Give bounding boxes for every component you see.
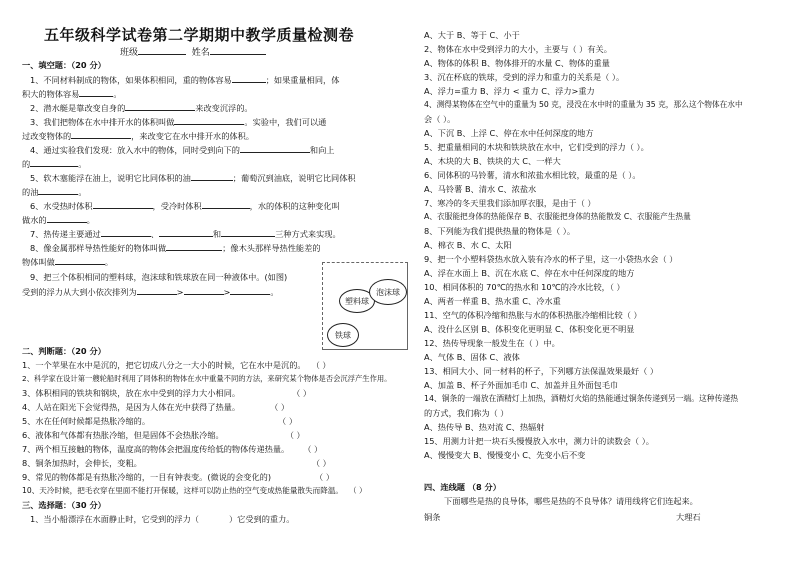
class-name-line	[120, 45, 266, 58]
mc-q4-line2: 会（ ）。	[424, 114, 456, 124]
q6-blank1[interactable]	[93, 200, 153, 209]
q4-blank2[interactable]	[30, 158, 78, 167]
mc-q1-options: A、大于 B、等于 C、小于	[424, 30, 520, 40]
q1-blank2[interactable]	[79, 88, 113, 97]
mc-q1: 1、当小船漂浮在水面静止时，它受到的浮力（ ）它受到的重力。	[30, 514, 295, 524]
tf-item-2: 2、科学家在设计第一艘轮船时利用了同体积的物体在水中重量不同的方法，来研究某个物体是否会沉浮产生作用。	[22, 374, 392, 383]
exam-title: 五年级科学试卷第二学期期中教学质量检测卷	[44, 26, 355, 44]
mc-q11: 11、空气的体积冷缩和热胀与水的体积热胀冷缩相比较（ ）	[424, 310, 642, 320]
matching-item-marble[interactable]: 大理石	[676, 512, 701, 522]
tf-item-8: 8、铜条加热时，会伸长，变粗。 （ ）	[22, 458, 331, 468]
q9-blank2[interactable]	[184, 286, 224, 295]
mc-q7: 7、寒冷的冬天里我们添加厚衣服，是由于（ ）	[424, 198, 596, 208]
q1-line1: 1、不同材料制成的物体，如果体积相同，重的物体容易 ；如果重量相同，体	[30, 75, 340, 85]
mc-q6: 6、同体积的马铃薯，清水和浓盐水相比较，最重的是（ ）。	[424, 170, 641, 180]
class-blank[interactable]	[138, 46, 186, 55]
mc-q13: 13、相同大小、同一材料的杯子，下列哪方法保温效果最好（ ）	[424, 366, 659, 376]
q6-blank3[interactable]	[47, 214, 87, 223]
mc-q14-line1: 14、铜条的一端放在酒精灯上加热，酒精灯火焰的热能通过铜条传递到另一端。这种传递热	[424, 394, 738, 403]
tf-answer-6[interactable]: （ ）	[285, 430, 305, 440]
q7-blank3[interactable]	[221, 228, 275, 237]
mc-q14-options: A、热传导 B、热对流 C、热辐射	[424, 422, 545, 432]
tf-answer-4[interactable]: （ ）	[270, 402, 290, 412]
mc-q14-line2: 的方式，我们称为（ ）	[424, 408, 509, 418]
mc-q12: 12、热传导现象一般发生在（ ）中。	[424, 338, 560, 348]
tf-item-4: 4、人站在阳光下会觉得热，是因为人体在光中获得了热量。 （ ）	[22, 402, 290, 412]
q1-blank1[interactable]	[232, 74, 266, 83]
mc-q7-options: A、衣服能把身体的热能保存 B、衣服能把身体的热能散发 C、衣服能产生热量	[424, 212, 691, 221]
tf-answer-5[interactable]: （ ）	[278, 416, 298, 426]
q8-blank1[interactable]	[166, 242, 222, 251]
mc-q9-options: A、浮在水面上 B、沉在水底 C、停在水中任何深度的地方	[424, 268, 635, 278]
q5-line2: 的油 。	[22, 187, 87, 197]
section-multiple-choice: 三、选择题：（30 分）	[22, 500, 106, 510]
section-fill-blank: 一、填空题：（20 分）	[22, 60, 106, 70]
mc-q12-options: A、气体 B、固体 C、液体	[424, 352, 520, 362]
q6-line1: 6、水受热时体积 ，受冷时体积 ，水的体积的这种变化叫	[30, 201, 340, 211]
tf-item-10: 10、天冷时候，把毛衣穿在里面不能打开保暖，这样可以防止热的空气变成热能量散失而降温。 （ ）	[22, 486, 367, 495]
mc-q5-options: A、木块的大 B、铁块的大 C、一样大	[424, 156, 561, 166]
q8-blank2[interactable]	[55, 256, 105, 265]
class-label: 班级	[120, 48, 139, 58]
q6-blank2[interactable]	[202, 200, 250, 209]
mc-q3: 3、沉在杯底的铁球，受到的浮力和重力的关系是（ ）。	[424, 72, 625, 82]
mc-q2-options: A、物体的体积 B、物体排开的水量 C、物体的重量	[424, 58, 610, 68]
tf-answer-1[interactable]: （ ）	[311, 360, 331, 370]
q4-line2: 的 。	[22, 159, 87, 169]
q7-blank2[interactable]	[159, 228, 213, 237]
section-matching: 四、连线题 （8 分）	[424, 482, 501, 492]
mc-q8: 8、下列能为我们提供热量的物体是（ ）。	[424, 226, 576, 236]
name-blank[interactable]	[210, 46, 266, 55]
matching-item-copper[interactable]: 铜条	[424, 512, 441, 522]
q9-blank1[interactable]	[137, 286, 177, 295]
tf-item-5: 5、水在任何时候都是热胀冷缩的。 （ ）	[22, 416, 298, 426]
mc-q15: 15、用测力计把一块石头慢慢放入水中，测力计的读数会（ ）。	[424, 436, 654, 446]
q3-blank2[interactable]	[71, 130, 131, 139]
tf-answer-10[interactable]: （ ）	[349, 486, 367, 495]
plastic-ball: 塑料球	[339, 289, 375, 313]
mc-q15-options: A、慢慢变大 B、慢慢变小 C、先变小后不变	[424, 450, 586, 460]
mc-q2: 2、物体在水中受到浮力的大小，主要与（ ）有关。	[424, 44, 612, 54]
q1-line2: 积大的物体容易 。	[22, 89, 122, 99]
tf-item-1: 1、一个苹果在水中是沉的，把它切成八分之一大小的时候，它在水中是沉的。 （ ）	[22, 360, 331, 370]
q9-blank3[interactable]	[230, 286, 270, 295]
mc-q11-options: A、没什么区别 B、体积变化更明显 C、体积变化更不明显	[424, 324, 635, 334]
tf-item-7: 7、两个相互接触的物体，温度高的物体会把温度传给低的物体传递热量。 （ ）	[22, 444, 323, 454]
q5-blank1[interactable]	[191, 172, 233, 181]
section-true-false: 二、判断题：（20 分）	[22, 346, 106, 356]
tf-item-6: 6、液体和气体都有热胀冷缩，但是固体不会热胀冷缩。 （ ）	[22, 430, 305, 440]
q8-line2: 物体叫做 。	[22, 257, 113, 267]
q7-line: 7、热传递主要通过 、 和 三种方式来实现。	[30, 229, 341, 239]
q3-line1: 3、我们把物体在水中排开水的体积叫做 。实验中，我们可以通	[30, 117, 327, 127]
tf-item-9: 9、常见的物体都是有热胀冷缩的，一目有钟表变。(微说的会变化的) （ ）	[22, 472, 335, 482]
mc-q6-options: A、马铃薯 B、清水 C、浓盐水	[424, 184, 537, 194]
mc-q4-options: A、下沉 B、上浮 C、停在水中任何深度的地方	[424, 128, 594, 138]
mc-q4-line1: 4、测得某物体在空气中的重量为 50 克，浸没在水中时的重量为 35 克，那么这个物体在水中	[424, 100, 743, 109]
mc-q13-options: A、加盖 B、杯子外面加毛巾 C、加盖并且外面包毛巾	[424, 380, 619, 390]
q5-line1: 5、软木塞能浮在油上，说明它比同体积的油 ；葡萄沉到油底，说明它比同体积	[30, 173, 356, 183]
iron-ball: 铁球	[327, 323, 359, 347]
tf-answer-9[interactable]: （ ）	[315, 472, 335, 482]
mc-q8-options: A、棉衣 B、水 C、太阳	[424, 240, 512, 250]
q8-line1: 8、像金属那样导热性能好的物体叫做 ；像木头那样导热性能差的	[30, 243, 321, 253]
mc-q3-options: A、浮力=重力 B、浮力 < 重力 C、浮力>重力	[424, 86, 595, 96]
q9-line1: 9、把三个体积相同的塑料球，泡沫球和铁球放在同一种液体中。(如图)	[30, 272, 288, 282]
q7-blank1[interactable]	[101, 228, 151, 237]
tf-answer-7[interactable]: （ ）	[303, 444, 323, 454]
mc-q10-options: A、两者一样重 B、热水重 C、冷水重	[424, 296, 561, 306]
tf-item-3: 3、体积相同的铁块和钢块，放在水中受到的浮力大小相同。 （ ）	[22, 388, 312, 398]
mc-q9: 9、把一个小塑料袋热水放入装有冷水的杯子里，这一小袋热水会（ ）	[424, 254, 678, 264]
q4-blank1[interactable]	[240, 144, 310, 153]
tf-answer-3[interactable]: （ ）	[292, 388, 312, 398]
name-label: 姓名	[191, 48, 210, 58]
mc-q5: 5、把重量相同的木块和铁块放在水中，它们受到的浮力（ ）。	[424, 142, 649, 152]
q9-line2: 受到的浮力从大到小依次排列为 > > 。	[22, 287, 279, 297]
q2-line: 2、潜水艇是靠改变自身的 来改变沉浮的。	[30, 103, 253, 113]
q4-line1: 4、通过实验我们发现：放入水中的物体，同时受到向下的 和向上	[30, 145, 335, 155]
q6-line2: 做水的 。	[22, 215, 95, 225]
foam-ball: 泡沫球	[369, 279, 407, 305]
q3-line2: 过改变物体的 ，来改变它在水中排开水的体积。	[22, 131, 254, 141]
tf-answer-8[interactable]: （ ）	[311, 458, 331, 468]
mc-q10: 10、相同体积的 70℃的热水和 10℃的冷水比较，（ ）	[424, 282, 625, 292]
q5-blank2[interactable]	[38, 186, 78, 195]
matching-instruction: 下面哪些是热的良导体，哪些是热的不良导体？请用线将它们连起来。	[444, 496, 698, 506]
q2-blank[interactable]	[125, 102, 195, 111]
q3-blank1[interactable]	[174, 116, 244, 125]
floating-balls-diagram	[322, 262, 408, 350]
